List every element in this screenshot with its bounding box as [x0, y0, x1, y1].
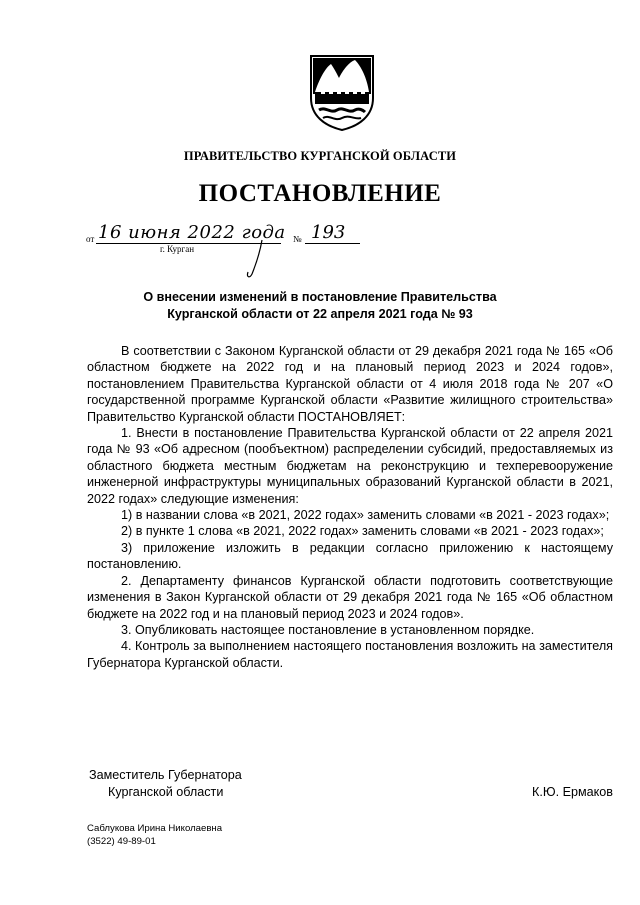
document-body	[87, 343, 613, 671]
document-meta	[0, 0, 640, 280]
paragraph-item-4: 4. Контроль за выполнением настоящего постановления возложить на заместителя Губернатора Курганской области.	[87, 639, 613, 670]
date-prefix: от	[86, 234, 95, 244]
government-name: ПРАВИТЕЛЬСТВО КУРГАНСКОЙ ОБЛАСТИ	[183, 149, 457, 163]
paragraph-item-3: 3. Опубликовать настоящее постановление в установленном порядке.	[121, 622, 535, 637]
paragraph-subitem-2: 2) в пункте 1 слова «в 2021, 2022 годах» заменить словами «в 2021 - 2023 годах»;	[121, 524, 604, 539]
subject-line-2: Курганской области от 22 апреля 2021 года № 93	[167, 307, 473, 321]
handwritten-date: 16 июня 2022 года	[98, 222, 286, 243]
document-type: ПОСТАНОВЛЕНИЕ	[198, 180, 442, 207]
subject-line-1: О внесении изменений в постановление Правительства	[143, 290, 497, 304]
executor-info	[87, 822, 222, 848]
paragraph-item-2: 2. Департаменту финансов Курганской области подготовить соответствующие изменения в Закон Курганской области от 29 декабря 2021 года № 165 «Об областном бюджете на 2022 год и на плановый период 2023 и 2024 годов».	[87, 573, 613, 621]
paragraph-subitem-1: 1) в названии слова «в 2021, 2022 годах» заменить словами «в 2021 - 2023 годах»;	[121, 508, 610, 523]
signer-title-line-2: Курганской области	[108, 785, 224, 799]
executor-phone: (3522) 49-89-01	[87, 836, 156, 847]
executor-name: Саблукова Ирина Николаевна	[87, 823, 223, 834]
signer-name: К.Ю. Ермаков	[532, 785, 613, 799]
city: г. Курган	[160, 244, 195, 254]
paragraph-item-1: 1. Внести в постановление Правительства Курганской области от 22 апреля 2021 года № 93 «Об адресном (пообъектном) распределении субсидий, предоставляемых из областного бюджета местным бюджетам на реконструкцию и техперевооружение инженерной инфраструктуры муниципальных образований Курганской области в 2021, 2022 годах» следующие изменения:	[87, 426, 613, 506]
paragraph-preamble: В соответствии с Законом Курганской области от 29 декабря 2021 года № 165 «Об областном бюджете на 2022 год и на плановый период 2023 и 2024 годов», постановлением Правительства Курганской области от 4 июля 2018 года № 207 «О государственной программе Курганской области «Развитие жилищного строительства» Правительство Курганской области ПОСТАНОВЛЯЕТ:	[87, 344, 613, 424]
paragraph-subitem-3: 3) приложение изложить в редакции согласно приложению к настоящему постановлению.	[87, 540, 613, 572]
number-underline	[305, 243, 360, 244]
signer-title-line-1: Заместитель Губернатора	[89, 768, 242, 782]
document-subject	[0, 289, 640, 323]
handwritten-stroke-icon	[240, 238, 270, 280]
number-prefix: №	[293, 234, 302, 244]
handwritten-number: 193	[311, 222, 346, 243]
